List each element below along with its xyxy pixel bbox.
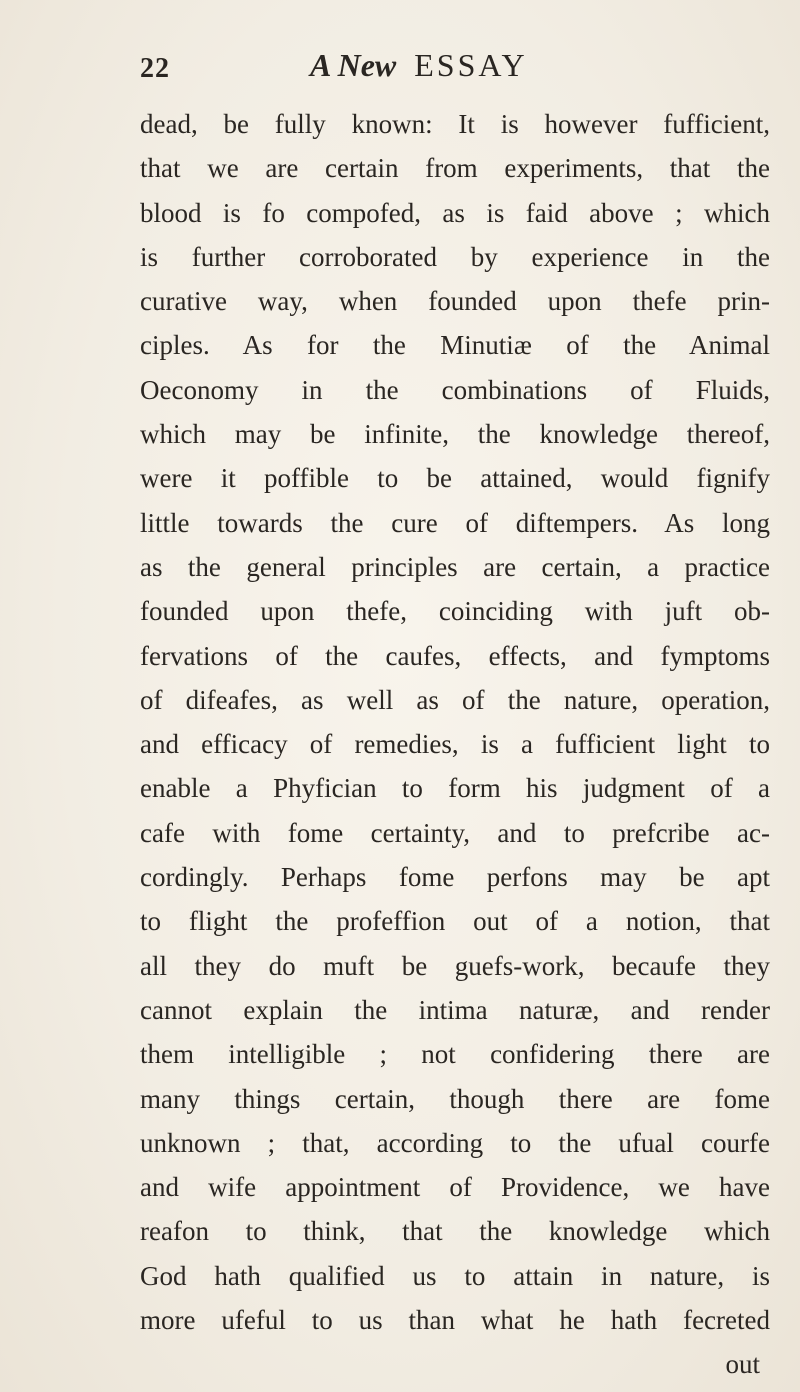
- body-text: [140, 102, 770, 1387]
- text-line: is further corroborated by experience in the: [140, 241, 770, 272]
- text-line: cannot explain the intima naturæ, and render: [140, 994, 770, 1025]
- text-line: cafe with fome certainty, and to prefcribe ac-: [140, 817, 770, 848]
- text-line: of difeafes, as well as of the nature, operation,: [140, 684, 770, 715]
- text-line: and wife appointment of Providence, we have: [140, 1172, 770, 1203]
- running-head: [310, 40, 528, 90]
- text-line: all they do muft be guefs-work, becaufe they: [140, 950, 770, 981]
- text-line: little towards the cure of diftempers. As long: [140, 507, 770, 538]
- text-line: unknown ; that, according to the ufual courfe: [140, 1127, 770, 1158]
- text-line: ciples. As for the Minutiæ of the Animal: [140, 330, 770, 361]
- running-head-italic: A New: [310, 47, 397, 83]
- text-line: cordingly. Perhaps fome perfons may be apt: [140, 862, 770, 893]
- text-line: more ufeful to us than what he hath fecreted: [140, 1305, 770, 1336]
- text-line: were it poffible to be attained, would fignify: [140, 463, 770, 494]
- text-line: dead, be fully known: It is however fufficient,: [140, 109, 770, 139]
- text-line: curative way, when founded upon thefe prin-: [140, 286, 770, 317]
- text-line: Oeconomy in the combinations of Fluids,: [140, 374, 770, 405]
- page-header: [140, 40, 740, 90]
- text-line: that we are certain from experiments, that the: [140, 153, 770, 184]
- text-line: blood is fo compofed, as is faid above ; which: [140, 197, 770, 228]
- text-line: to flight the profeffion out of a notion, that: [140, 906, 770, 937]
- text-line: reafon to think, that the knowledge which: [140, 1216, 770, 1247]
- text-line: which may be infinite, the knowledge thereof,: [140, 419, 770, 450]
- text-line: founded upon thefe, coinciding with juft ob-: [140, 596, 770, 627]
- text-line: enable a Phyfician to form his judgment of a: [140, 773, 770, 804]
- text-line: fervations of the caufes, effects, and fymptoms: [140, 640, 770, 671]
- text-line: as the general principles are certain, a practice: [140, 551, 770, 582]
- text-line: and efficacy of remedies, is a fufficient light to: [140, 729, 770, 760]
- text-line: them intelligible ; not confidering there are: [140, 1039, 770, 1070]
- text-line: many things certain, though there are fome: [140, 1083, 770, 1114]
- text-line: God hath qualified us to attain in nature, is: [140, 1260, 770, 1291]
- catchword: out: [725, 1349, 760, 1380]
- page-number: 22: [140, 53, 170, 84]
- running-head-caps: ESSAY: [414, 47, 528, 83]
